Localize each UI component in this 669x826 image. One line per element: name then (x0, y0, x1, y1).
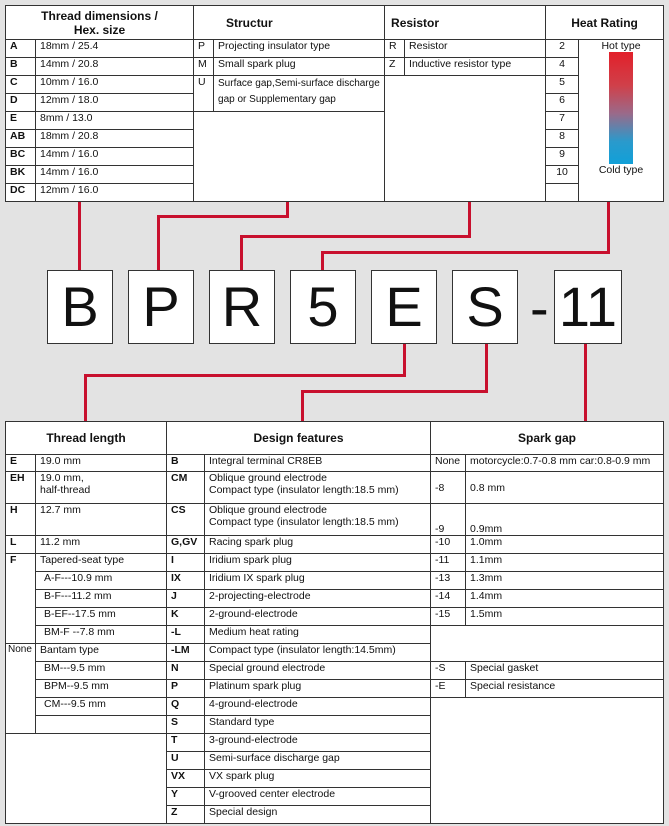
gap-value: 0.8 mm (466, 472, 664, 504)
structure-header: Structur (194, 6, 385, 40)
structure-value: Projecting insulator type (214, 40, 385, 58)
gap-value: motorcycle:0.7-0.8 mm car:0.8-0.9 mm (466, 455, 664, 472)
connector-design-v2 (301, 390, 304, 422)
connector-resistor-h (240, 235, 471, 238)
heat-empty (546, 184, 579, 202)
model-letter-length: E (371, 270, 437, 344)
gap-value: Special resistance (466, 680, 664, 698)
resistor-code: R (385, 40, 405, 58)
gap-code: -11 (431, 554, 466, 572)
design-value: Semi-surface discharge gap (205, 752, 431, 770)
model-letter-gap: 11 (554, 270, 622, 344)
connector-length-v1 (403, 343, 406, 376)
design-code: N (167, 662, 205, 680)
design-code: Q (167, 698, 205, 716)
length-code: E (6, 455, 36, 472)
design-code: J (167, 590, 205, 608)
heat-value: 5 (546, 76, 579, 94)
design-code: P (167, 680, 205, 698)
connector-structure-h (157, 215, 289, 218)
heat-value: 6 (546, 94, 579, 112)
resistor-header: Resistor (385, 6, 546, 40)
length-value: Tapered-seat type (36, 554, 167, 572)
length-empty (36, 716, 167, 734)
connector-length-h (84, 374, 406, 377)
design-value: V-grooved center electrode (205, 788, 431, 806)
resistor-empty (385, 76, 546, 202)
gap-code: -10 (431, 536, 466, 554)
design-code: -L (167, 626, 205, 644)
gap-code: -13 (431, 572, 466, 590)
thread-value: 14mm / 16.0 (36, 166, 194, 184)
thread-value: 14mm / 16.0 (36, 148, 194, 166)
design-features-header: Design features (167, 422, 431, 455)
connector-resistor-v2 (240, 235, 243, 270)
length-subvalue: BM-F --7.8 mm (36, 626, 167, 644)
length-subvalue: BPM--9.5 mm (36, 680, 167, 698)
design-value: Iridium IX spark plug (205, 572, 431, 590)
gap-code: -8 (431, 472, 466, 504)
length-value: 19.0 mm, half-thread (36, 472, 167, 504)
heat-value: 4 (546, 58, 579, 76)
design-code: CM (167, 472, 205, 504)
length-value: 19.0 mm (36, 455, 167, 472)
structure-code: M (194, 58, 214, 76)
structure-value: Surface gap,Semi-surface discharge gap or Supplementary gap (214, 76, 385, 112)
gap-value: 1.1mm (466, 554, 664, 572)
top-legend-table (5, 5, 664, 202)
design-value: Special design (205, 806, 431, 824)
thread-value: 8mm / 13.0 (36, 112, 194, 130)
thread-value: 12mm / 16.0 (36, 184, 194, 202)
structure-code: U (194, 76, 214, 112)
thread-code: A (6, 40, 36, 58)
thread-value: 18mm / 25.4 (36, 40, 194, 58)
heat-value: 8 (546, 130, 579, 148)
thread-code: BK (6, 166, 36, 184)
design-code: G,GV (167, 536, 205, 554)
design-value: Medium heat rating (205, 626, 431, 644)
resistor-code: Z (385, 58, 405, 76)
length-code: EH (6, 472, 36, 504)
connector-heat-v2 (321, 251, 324, 270)
gap-empty (431, 698, 664, 824)
design-code: CS (167, 504, 205, 536)
gap-code: -15 (431, 608, 466, 626)
length-value: 12.7 mm (36, 504, 167, 536)
design-value: Special ground electrode (205, 662, 431, 680)
structure-code: P (194, 40, 214, 58)
design-code: Z (167, 806, 205, 824)
length-value: 11.2 mm (36, 536, 167, 554)
design-value: 2-projecting-electrode (205, 590, 431, 608)
design-value: Compact type (insulator length:14.5mm) (205, 644, 431, 662)
length-code: None (6, 644, 36, 734)
design-code: IX (167, 572, 205, 590)
thread-value: 10mm / 16.0 (36, 76, 194, 94)
design-value: VX spark plug (205, 770, 431, 788)
thread-value: 14mm / 20.8 (36, 58, 194, 76)
heat-value: 9 (546, 148, 579, 166)
gap-code: -S (431, 662, 466, 680)
gap-value: 1.4mm (466, 590, 664, 608)
design-value: Iridium spark plug (205, 554, 431, 572)
design-value: Oblique ground electrode Compact type (insulator length:18.5 mm) (205, 504, 431, 536)
design-code: -LM (167, 644, 205, 662)
design-code: K (167, 608, 205, 626)
length-subvalue: A-F---10.9 mm (36, 572, 167, 590)
heat-value: 7 (546, 112, 579, 130)
thread-value: 18mm / 20.8 (36, 130, 194, 148)
resistor-value: Resistor (405, 40, 546, 58)
length-empty (6, 734, 167, 824)
design-value: Integral terminal CR8EB (205, 455, 431, 472)
thread-code: DC (6, 184, 36, 202)
gap-empty (431, 626, 664, 662)
thread-code: C (6, 76, 36, 94)
design-code: S (167, 716, 205, 734)
gap-code: None (431, 455, 466, 472)
model-letter-design: S (452, 270, 518, 344)
structure-value: Small spark plug (214, 58, 385, 76)
thread-code: AB (6, 130, 36, 148)
gap-code: -9 (431, 504, 466, 536)
spark-gap-header: Spark gap (431, 422, 664, 455)
connector-heat-h (321, 251, 610, 254)
length-code: H (6, 504, 36, 536)
thread-code: B (6, 58, 36, 76)
heat-value: 10 (546, 166, 579, 184)
gap-value: Special gasket (466, 662, 664, 680)
thread-length-header: Thread length (6, 422, 167, 455)
connector-design-h (301, 390, 488, 393)
gap-value: 1.3mm (466, 572, 664, 590)
design-value: Standard type (205, 716, 431, 734)
connector-heat-v1 (607, 199, 610, 253)
design-code: I (167, 554, 205, 572)
thread-code: D (6, 94, 36, 112)
design-value: 2-ground-electrode (205, 608, 431, 626)
design-code: VX (167, 770, 205, 788)
design-value: 4-ground-electrode (205, 698, 431, 716)
model-letter-heat: 5 (290, 270, 356, 344)
length-value: Bantam type (36, 644, 167, 662)
thread-dimensions-header: Thread dimensions / Hex. size (6, 6, 194, 40)
design-code: T (167, 734, 205, 752)
heat-rating-header: Heat Rating (546, 6, 664, 40)
gap-value: 0.9mm (466, 504, 664, 536)
gap-value: 1.0mm (466, 536, 664, 554)
cold-type-label: Cold type (598, 164, 644, 176)
model-letter-thread: B (47, 270, 113, 344)
gap-code: -14 (431, 590, 466, 608)
length-code: F (6, 554, 36, 644)
length-subvalue: B-EF--17.5 mm (36, 608, 167, 626)
model-letter-structure: P (128, 270, 194, 344)
thread-code: E (6, 112, 36, 130)
connector-structure-v2 (157, 215, 160, 270)
connector-thread (78, 199, 81, 270)
gap-value: 1.5mm (466, 608, 664, 626)
structure-empty (194, 112, 385, 202)
design-value: Racing spark plug (205, 536, 431, 554)
length-subvalue: B-F---11.2 mm (36, 590, 167, 608)
thread-code: BC (6, 148, 36, 166)
resistor-value: Inductive resistor type (405, 58, 546, 76)
design-code: Y (167, 788, 205, 806)
length-code: L (6, 536, 36, 554)
design-value: Platinum spark plug (205, 680, 431, 698)
design-code: B (167, 455, 205, 472)
design-code: U (167, 752, 205, 770)
length-subvalue: CM---9.5 mm (36, 698, 167, 716)
hot-type-label: Hot type (601, 40, 641, 52)
heat-value: 2 (546, 40, 579, 58)
length-subvalue: BM---9.5 mm (36, 662, 167, 680)
thread-value: 12mm / 18.0 (36, 94, 194, 112)
connector-length-v2 (84, 374, 87, 422)
heat-gradient-bar (609, 52, 633, 164)
model-letter-resistor: R (209, 270, 275, 344)
connector-gap (584, 343, 587, 422)
gap-code: -E (431, 680, 466, 698)
bottom-legend-table (5, 421, 664, 824)
connector-resistor-v1 (468, 199, 471, 237)
design-value: Oblique ground electrode Compact type (insulator length:18.5 mm) (205, 472, 431, 504)
connector-design-v1 (485, 343, 488, 392)
model-dash: - (530, 276, 549, 339)
design-value: 3-ground-electrode (205, 734, 431, 752)
